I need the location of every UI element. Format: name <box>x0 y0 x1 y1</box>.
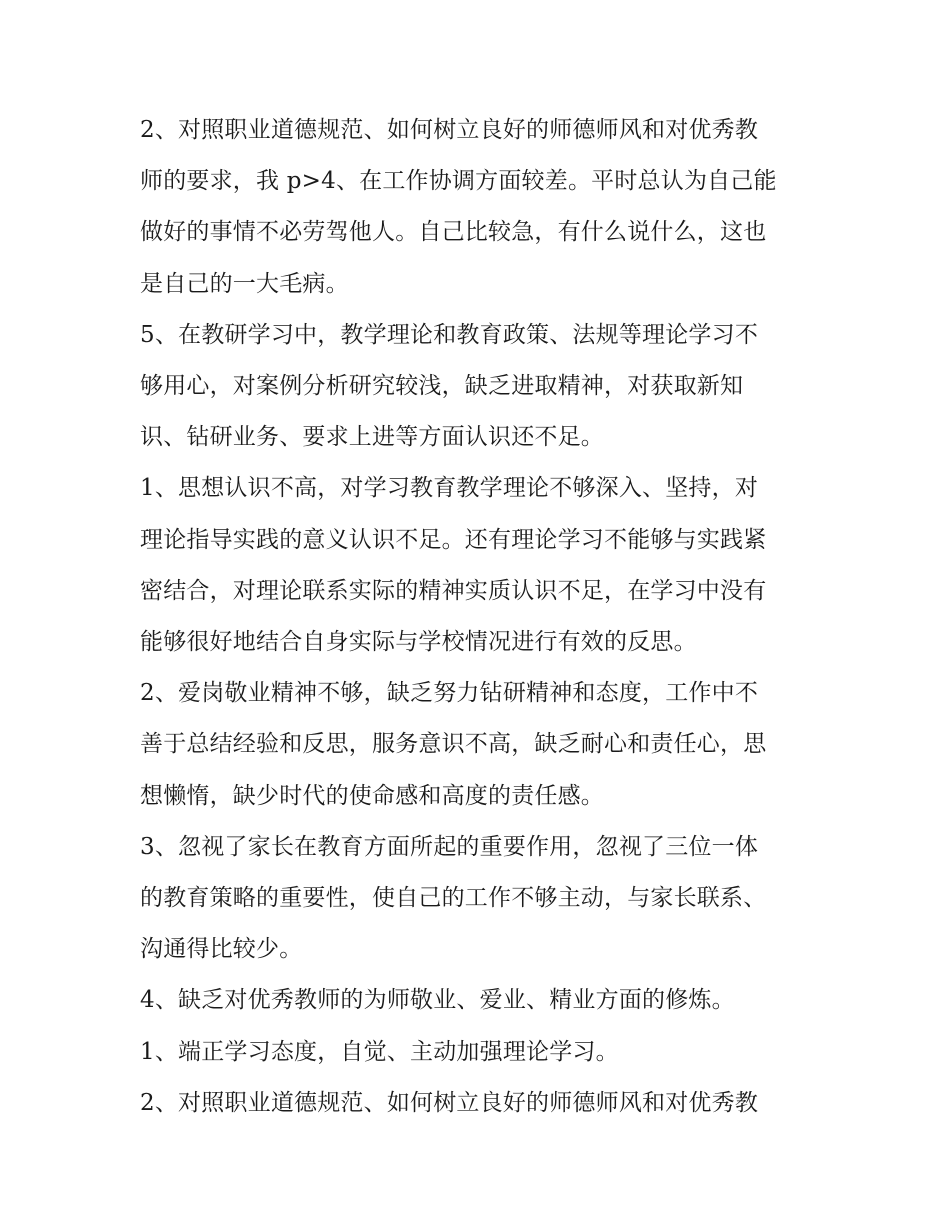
paragraph: 1、思想认识不高，对学习教育教学理论不够深入、坚持，对 理论指导实践的意义认识不足。还有理论学习不能够与实践紧 密结合，对理论联系实际的精神实质认识不足，在学习中没有 能够很好地结合自身实际与学校情况进行有效的反思。 <box>140 475 767 656</box>
paragraph: 2、对照职业道德规范、如何树立良好的师德师风和对优秀教 <box>140 1089 759 1116</box>
paragraph: 2、对照职业道德规范、如何树立良好的师德师风和对优秀教 师的要求，我 p>4、在工作协调方面较差。平时总认为自己能 做好的事情不必劳驾他人。自己比较急，有什么说什么，这也 是自己的一大毛病。 <box>140 117 777 297</box>
paragraph: 3、忽视了家长在教育方面所起的重要作用，忽视了三位一体 的教育策略的重要性，使自己的工作不够主动，与家长联系、 沟通得比较少。 <box>140 833 767 963</box>
document-body <box>140 105 820 1129</box>
paragraph: 2、爱岗敬业精神不够，缺乏努力钻研精神和态度，工作中不 善于总结经验和反思，服务意识不高，缺乏耐心和责任心，思 想懒惰，缺少时代的使命感和高度的责任感。 <box>140 680 767 809</box>
paragraph: 1、端正学习态度，自觉、主动加强理论学习。 <box>140 1038 619 1065</box>
paragraph: 5、在教研学习中，教学理论和教育政策、法规等理论学习不 够用心，对案例分析研究较浅，缺乏进取精神，对获取新知 识、钻研业务、要求上进等方面认识还不足。 <box>140 321 759 451</box>
paragraph: 4、缺乏对优秀教师的为师敬业、爱业、精业方面的修炼。 <box>140 987 735 1014</box>
